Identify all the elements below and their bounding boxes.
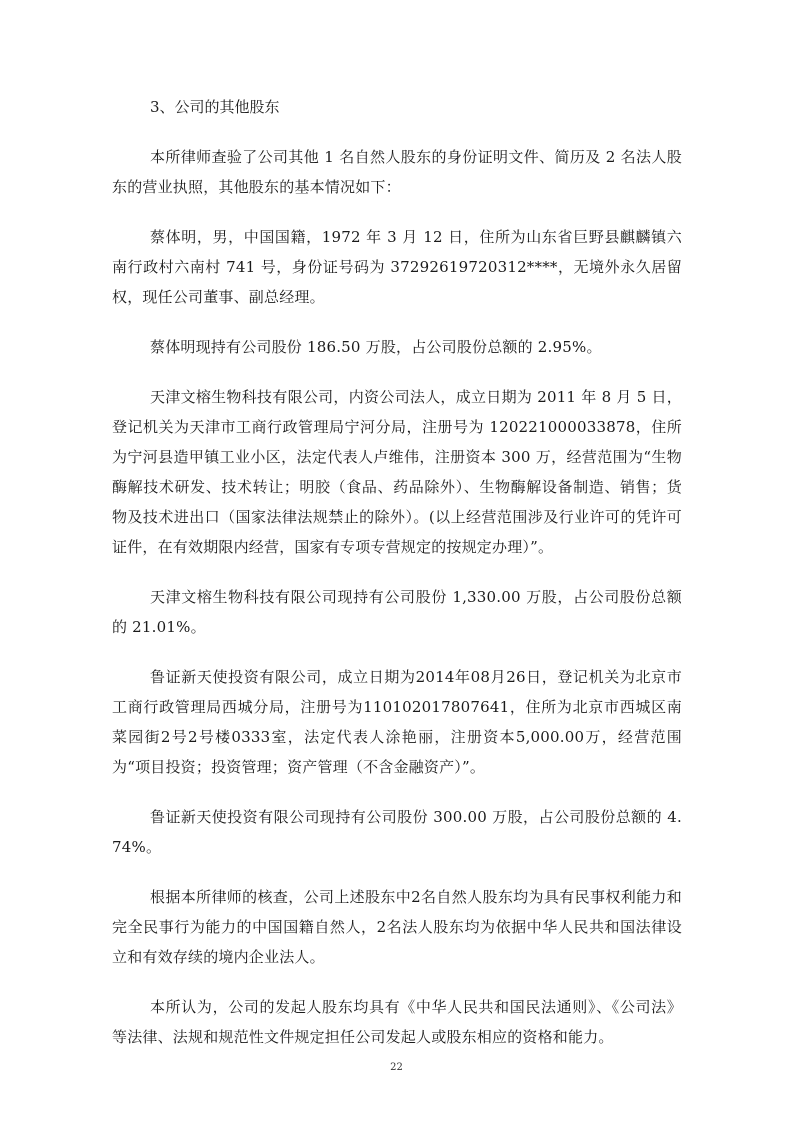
paragraph-luzheng-profile: 鲁证新天使投资有限公司，成立日期为2014年08月26日，登记机关为北京市工商行政管理局西城分局，注册号为110102017807641，住所为北京市西城区南菜园街2号2号楼0333室，法定代表人涂艳丽，注册资本5,000.00万，经营范围为“项目投资；投资管理；资产管理（不含金融资产）”。: [112, 668, 682, 776]
paragraph-verification-result: 根据本所律师的核查，公司上述股东中2名自然人股东均为具有民事权利能力和完全民事行为能力的中国国籍自然人，2名法人股东均为依据中华人民共和国法律设立和有效存续的境内企业法人。: [112, 888, 682, 966]
paragraph-tianjin-wenrong-shares: 天津文榕生物科技有限公司现持有公司股份 1,330.00 万股，占公司股份总额的 21.01%。: [112, 588, 682, 636]
paragraph-tianjin-wenrong-profile: 天津文榕生物科技有限公司，内资公司法人，成立日期为 2011 年 8 月 5 日，登记机关为天津市工商行政管理局宁河分局，注册号为 120221000033878，住所为宁河县造甲镇工业小区，法定代表人卢维伟，注册资本 300 万，经营范围为“生物酶解技术研发、技术转让；明胶（食品、药品除外）、生物酶解设备制造、销售；货物及技术进出口（国家法律法规禁止的除外）。(以上经营范围涉及行业许可的凭许可证件，在有效期限内经营，国家有专项专营规定的按规定办理）”。: [112, 388, 682, 556]
paragraph-cai-timing-shares: 蔡体明现持有公司股份 186.50 万股，占公司股份总额的 2.95%。: [150, 338, 602, 356]
page-number: 22: [390, 1062, 403, 1073]
paragraph-shareholder-review: 本所律师查验了公司其他 1 名自然人股东的身份证明文件、简历及 2 名法人股东的营业执照，其他股东的基本情况如下：: [112, 148, 682, 196]
document-body: [112, 92, 682, 1072]
paragraph-conclusion: 本所认为，公司的发起人股东均具有《中华人民共和国民法通则》、《公司法》等法律、法规和规范性文件规定担任公司发起人或股东相应的资格和能力。: [112, 998, 682, 1046]
paragraph-luzheng-shares: 鲁证新天使投资有限公司现持有公司股份 300.00 万股，占公司股份总额的 4.74%。: [112, 808, 682, 856]
section-heading: 3、公司的其他股东: [150, 98, 280, 116]
paragraph-cai-timing-profile: 蔡体明，男，中国国籍，1972 年 3 月 12 日，住所为山东省巨野县麒麟镇六南行政村六南村 741 号，身份证号码为 37292619720312****，无境外永久居留权，现任公司董事、副总经理。: [112, 228, 682, 306]
